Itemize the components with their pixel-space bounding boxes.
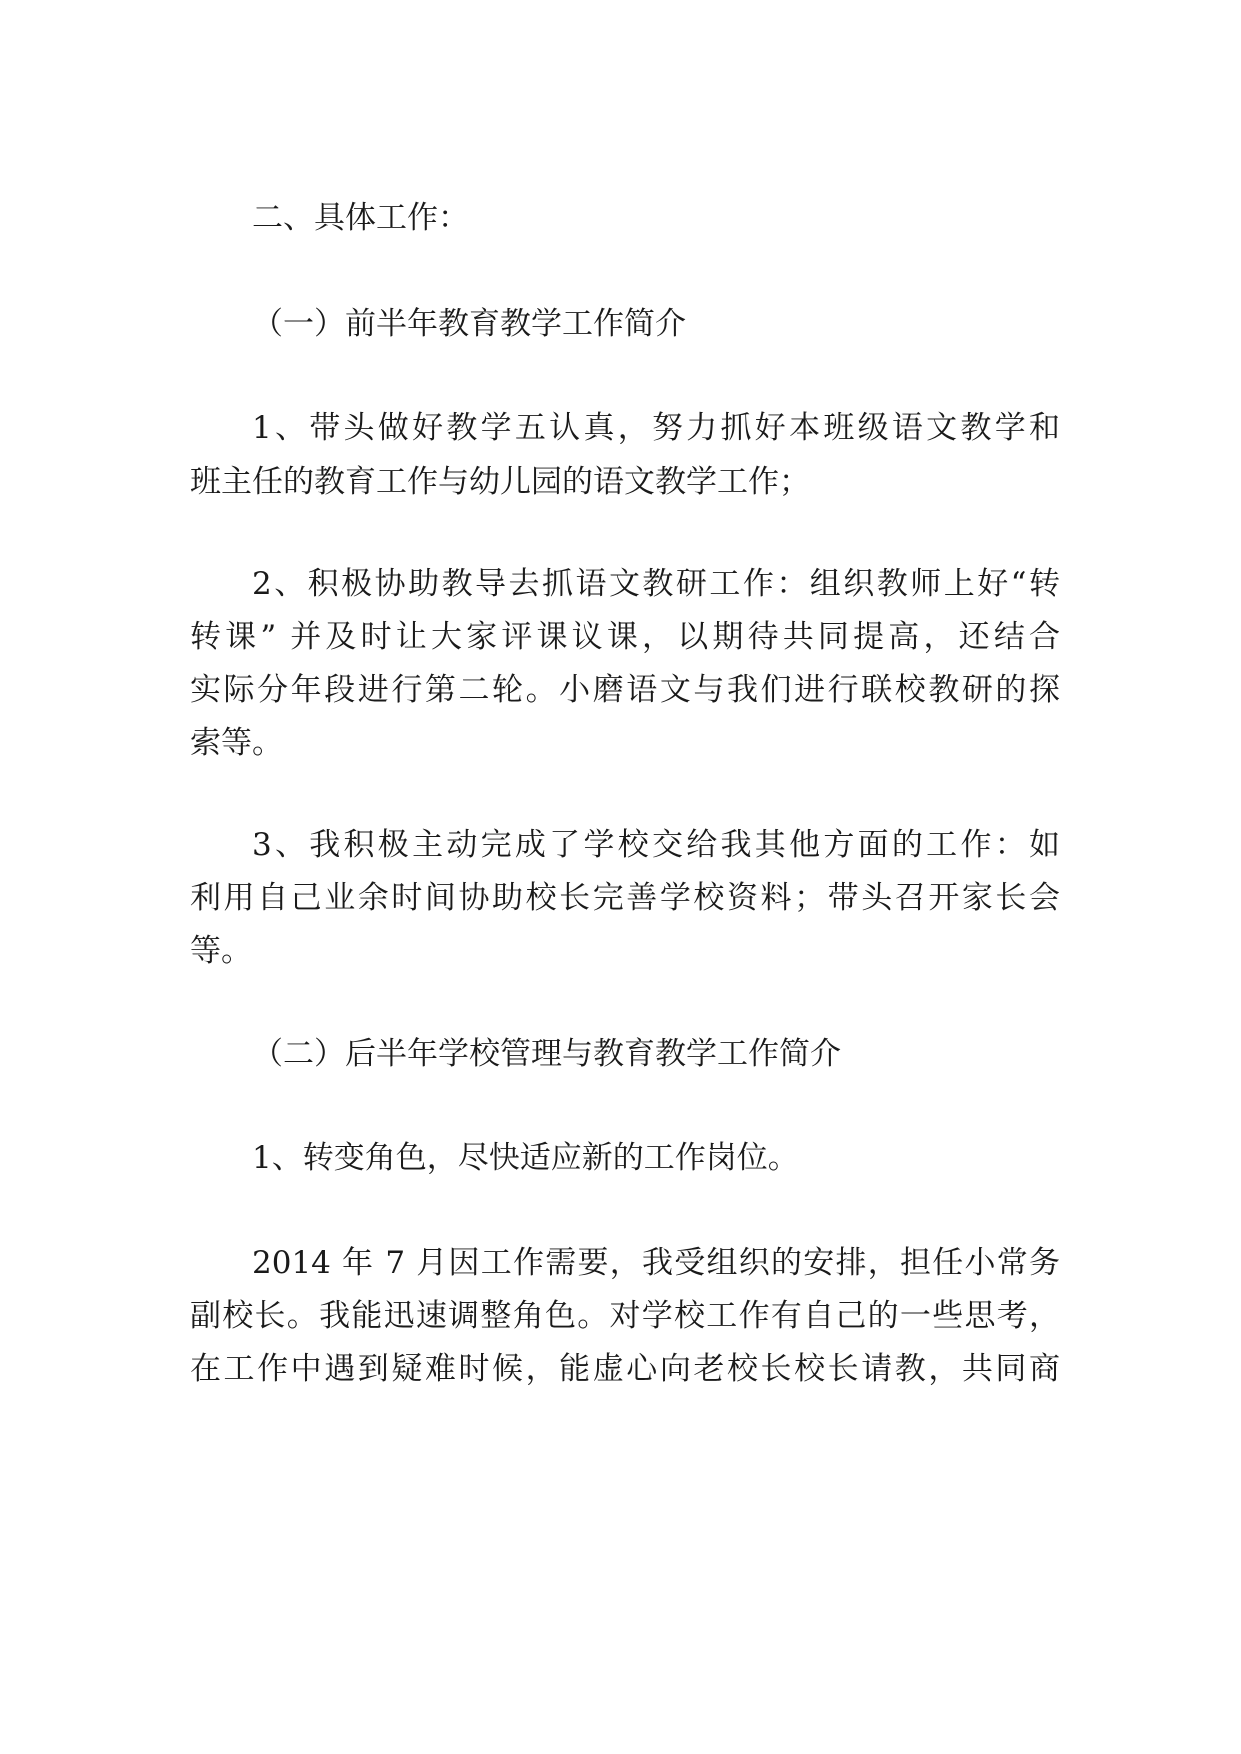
paragraph-line: 索等。 — [190, 725, 283, 761]
paragraph-line: 实际分年段进行第二轮。小磨语文与我们进行联校教研的探 — [190, 672, 1060, 708]
paragraph-line: 1、带头做好教学五认真，努力抓好本班级语文教学和 — [252, 410, 1060, 446]
paragraph-line: 转课” 并及时让大家评课议课，以期待共同提高，还结合 — [190, 619, 1060, 655]
paragraph-line: 在工作中遇到疑难时候，能虚心向老校长校长请教，共同商 — [190, 1351, 1060, 1387]
paragraph-line: 2、积极协助教导去抓语文教研工作：组织教师上好“转 — [252, 566, 1060, 602]
paragraph-line: 利用自己业余时间协助校长完善学校资料；带头召开家长会 — [190, 880, 1060, 916]
paragraph-line: 班主任的教育工作与幼儿园的语文教学工作； — [190, 464, 810, 500]
paragraph-line: 等。 — [190, 933, 252, 969]
paragraph-line: 2014 年 7 月因工作需要，我受组织的安排，担任小常务 — [252, 1245, 1060, 1281]
paragraph-line: 副校长。我能迅速调整角色。对学校工作有自己的一些思考， — [190, 1298, 1060, 1334]
paragraph-line: 3、我积极主动完成了学校交给我其他方面的工作：如 — [252, 827, 1060, 863]
part-one-heading: （一）前半年教育教学工作简介 — [252, 306, 686, 342]
paragraph-line: 1、转变角色，尽快适应新的工作岗位。 — [252, 1140, 799, 1176]
part-two-heading: （二）后半年学校管理与教育教学工作简介 — [252, 1036, 841, 1072]
section-heading: 二、具体工作： — [252, 200, 469, 236]
